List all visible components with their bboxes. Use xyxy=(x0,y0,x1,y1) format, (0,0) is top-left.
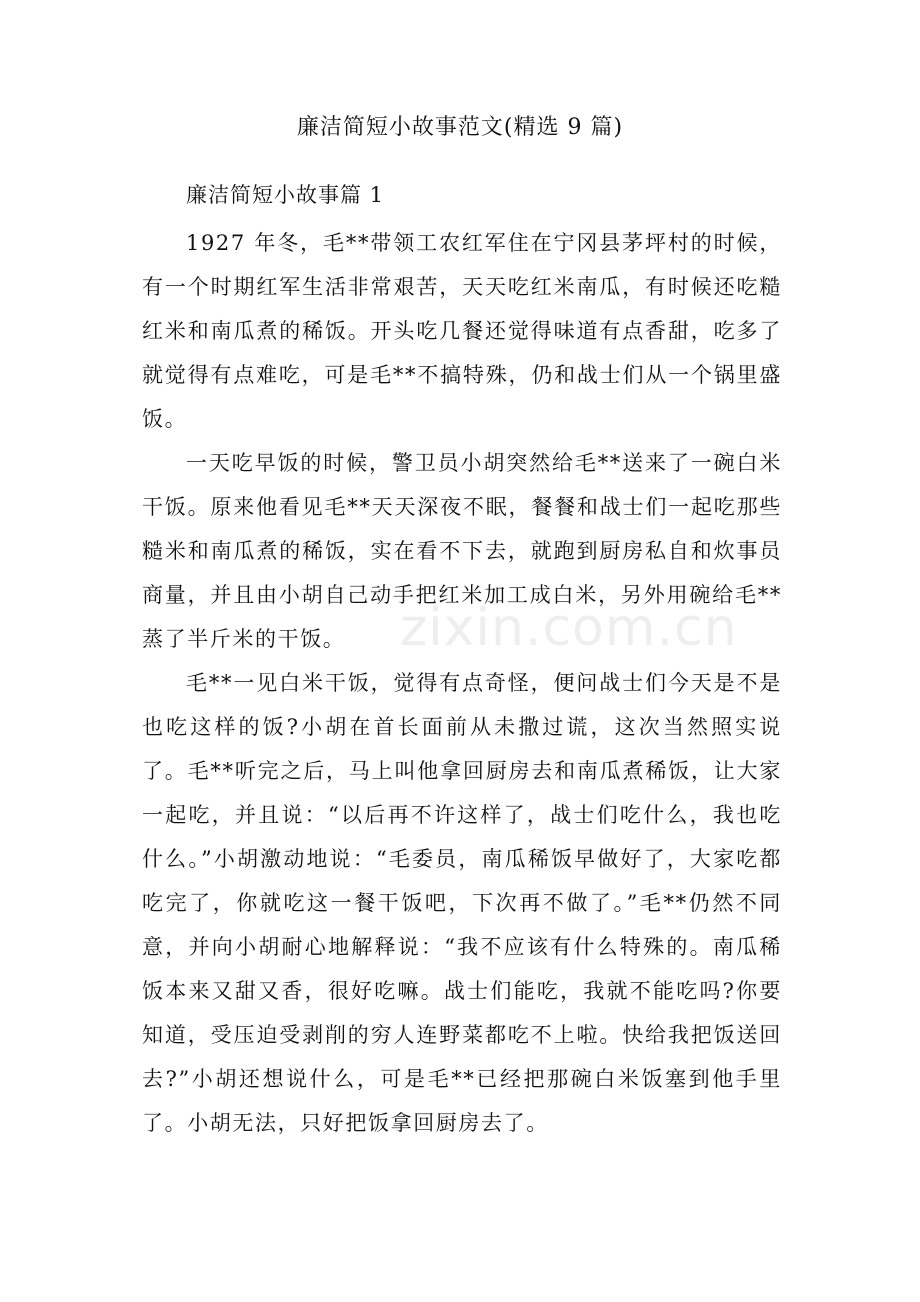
section-heading: 廉洁简短小故事篇 1 xyxy=(186,183,385,207)
paragraph-1: 1927 年冬，毛**带领工农红军住在宁冈县茅坪村的时候，有一个时期红军生活非常艰苦，天天吃红米南瓜，有时候还吃糙红米和南瓜煮的稀饭。开头吃几餐还觉得味道有点香甜，吃多了就觉得有点难吃，可是毛**不搞特殊，仍和战士们从一个锅里盛饭。 xyxy=(142,231,782,431)
document-body xyxy=(142,221,782,1145)
paragraph-2: 一天吃早饭的时候，警卫员小胡突然给毛**送来了一碗白米干饭。原来他看见毛**天天深夜不眠，餐餐和战士们一起吃那些糙米和南瓜煮的稀饭，实在看不下去，就跑到厨房私自和炊事员商量，并且由小胡自己动手把红米加工成白米，另外用碗给毛**蒸了半斤米的干饭。 xyxy=(142,451,782,651)
watermark: zixin.com.cn xyxy=(400,598,738,658)
paragraph-3: 毛**一见白米干饭，觉得有点奇怪，便问战士们今天是不是也吃这样的饭?小胡在首长面前从未撒过谎，这次当然照实说了。毛**听完之后，马上叫他拿回厨房去和南瓜煮稀饭，让大家一起吃，并且说：“以后再不许这样了，战士们吃什么，我也吃什么。”小胡激动地说：“毛委员，南瓜稀饭早做好了，大家吃都吃完了，你就吃这一餐干饭吧，下次再不做了。”毛**仍然不同意，并向小胡耐心地解释说：“我不应该有什么特殊的。南瓜稀饭本来又甜又香，很好吃嘛。战士们能吃，我就不能吃吗?你要知道，受压迫受剥削的穷人连野菜都吃不上啦。快给我把饭送回去?”小胡还想说什么，可是毛**已经把那碗白米饭塞到他手里了。小胡无法，只好把饭拿回厨房去了。 xyxy=(142,671,782,1135)
document-title: 廉洁简短小故事范文(精选 9 篇) xyxy=(296,115,624,140)
